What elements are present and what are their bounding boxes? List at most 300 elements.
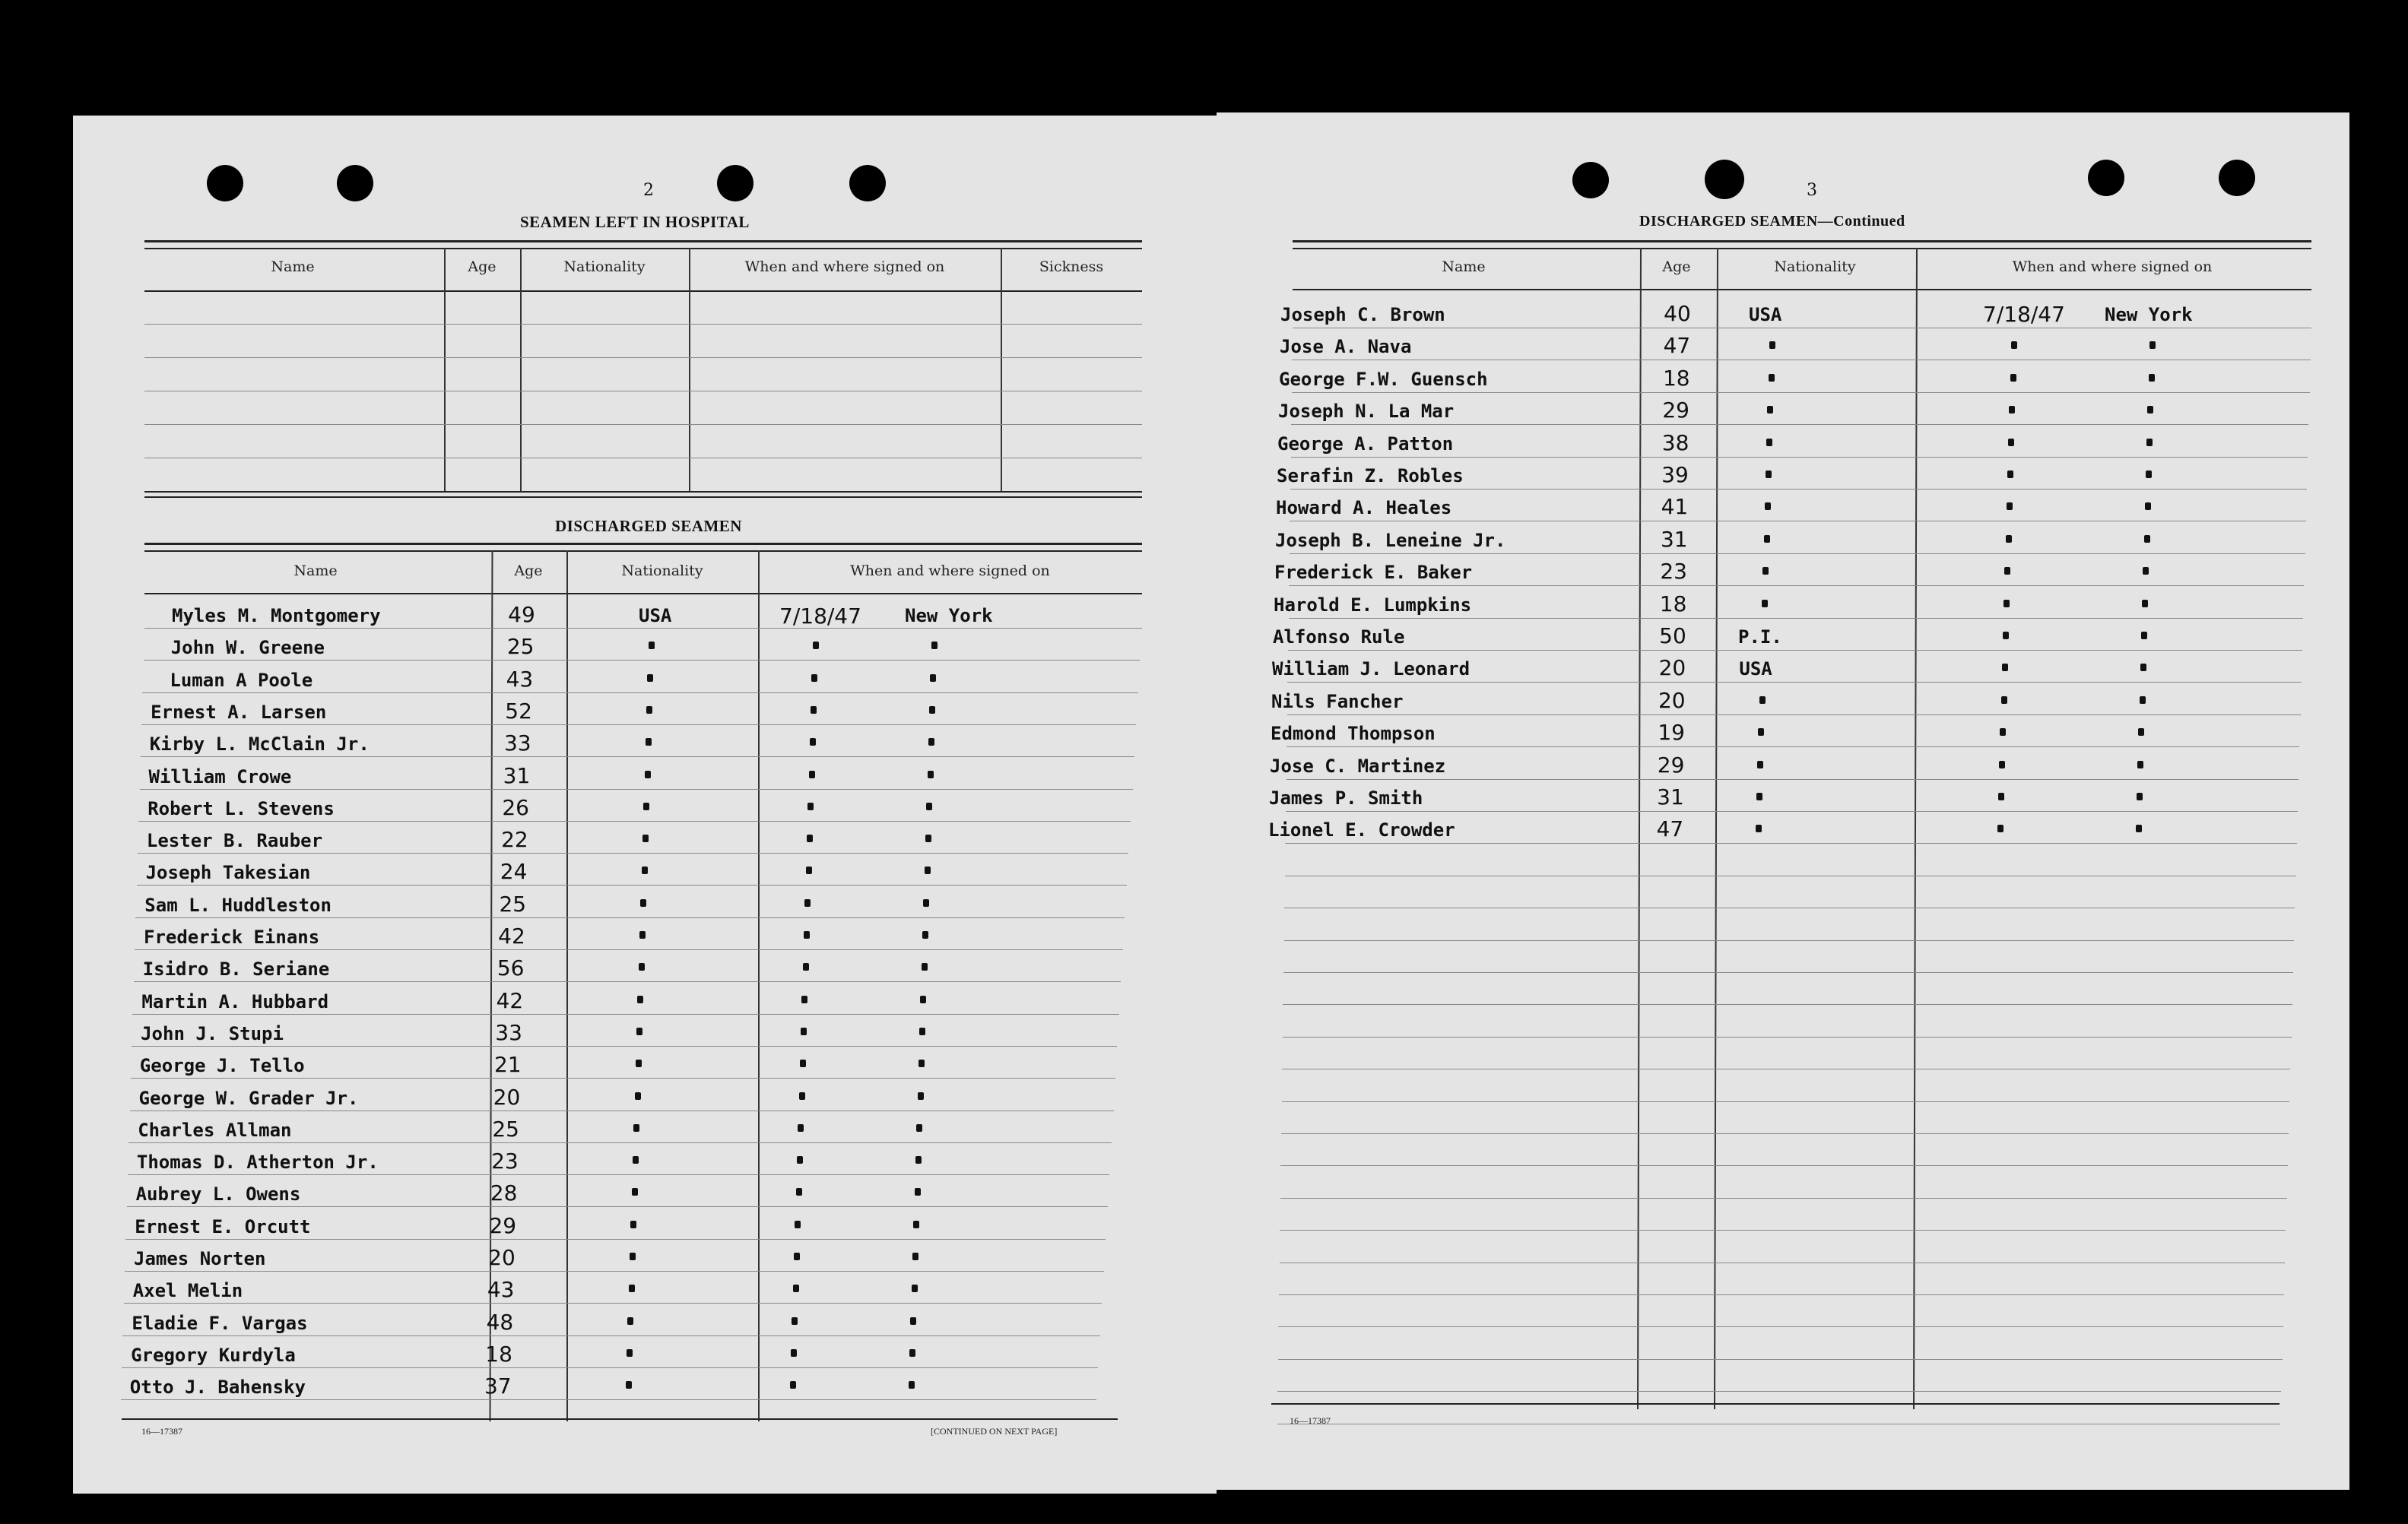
row-line: [1283, 1004, 2292, 1005]
ditto-mark: [922, 963, 928, 971]
ditto-mark: [630, 1253, 636, 1260]
seaman-name: Edmond Thompson: [1271, 723, 1436, 745]
col-line: [758, 550, 760, 1421]
col-line: [1001, 248, 1002, 493]
ditto-mark: [1997, 825, 2003, 832]
seaman-name: Luman A Poole: [170, 669, 313, 691]
ditto-mark: [2145, 502, 2151, 510]
ditto-mark: [922, 931, 928, 939]
ditto-mark: [813, 642, 819, 649]
ditto-mark: [639, 931, 646, 939]
nationality-value: USA: [639, 605, 672, 626]
ditto-mark: [916, 1124, 922, 1132]
seaman-age: 20: [493, 1084, 521, 1110]
ditto-mark: [791, 1349, 797, 1357]
ditto-mark: [1765, 502, 1771, 510]
seaman-name: George W. Grader Jr.: [138, 1087, 359, 1109]
ditto-mark: [1998, 793, 2004, 800]
row-line: [125, 1239, 1106, 1240]
row-line: [144, 324, 1142, 325]
punch-hole: [849, 165, 886, 201]
punch-hole: [207, 165, 243, 201]
right-header-name: Name: [1442, 258, 1486, 275]
ditto-mark: [637, 996, 643, 1003]
seaman-age: 19: [1658, 720, 1685, 746]
seaman-age: 29: [1662, 398, 1689, 423]
ditto-mark: [915, 1156, 922, 1164]
signed-on-place: New York: [905, 605, 993, 626]
signed-on-date: 7/18/47: [779, 604, 861, 629]
ditto-mark: [2007, 471, 2013, 478]
seaman-age: 20: [1658, 655, 1686, 681]
seaman-name: Martin A. Hubbard: [141, 990, 329, 1012]
row-line: [128, 1142, 1112, 1143]
row-line: [144, 357, 1142, 358]
rule: [1293, 240, 2311, 242]
seaman-name: Howard A. Heales: [1276, 497, 1452, 519]
discharged-continued-title: [1639, 213, 1905, 230]
row-line: [1288, 650, 2302, 651]
ditto-mark: [925, 835, 931, 842]
seaman-name: George A. Patton: [1277, 432, 1454, 455]
ditto-mark: [804, 899, 811, 907]
discharged-header-name: Name: [293, 562, 338, 579]
seaman-age: 41: [1661, 494, 1689, 520]
discharged-header-nationality: Nationality: [621, 562, 703, 579]
ditto-mark: [630, 1221, 636, 1228]
seaman-age: 31: [1660, 526, 1688, 552]
ditto-mark: [633, 1124, 639, 1132]
seaman-name: Gregory Kurdyla: [131, 1344, 296, 1366]
row-line: [132, 1014, 1119, 1015]
seaman-name: William J. Leonard: [1272, 658, 1470, 680]
ditto-mark: [923, 899, 929, 907]
ditto-mark: [632, 1188, 638, 1196]
ditto-mark: [912, 1285, 918, 1292]
ditto-mark: [1757, 761, 1763, 768]
row-line: [125, 1271, 1104, 1272]
seaman-age: 37: [484, 1374, 512, 1399]
ditto-mark: [920, 996, 926, 1003]
ditto-mark: [2142, 600, 2148, 607]
col-line: [689, 248, 690, 493]
ditto-mark: [2009, 406, 2015, 413]
seaman-name: Sam L. Huddleston: [144, 894, 332, 916]
seaman-age: 52: [505, 698, 532, 724]
hospital-header-sickness: Sickness: [1039, 258, 1104, 275]
discharged-header-age: Age: [514, 562, 543, 579]
row-line: [141, 756, 1134, 757]
seaman-age: 31: [1657, 784, 1684, 810]
row-line: [1292, 392, 2310, 393]
continued-note: [CONTINUED ON NEXT PAGE]: [931, 1426, 1058, 1437]
seaman-name: Isidro B. Seriane: [142, 958, 330, 981]
ditto-mark: [810, 738, 816, 746]
ditto-mark: [912, 1253, 918, 1260]
ditto-mark: [646, 706, 652, 714]
seaman-age: 23: [491, 1149, 519, 1174]
ditto-mark: [2002, 664, 2008, 671]
rule: [122, 1418, 1118, 1420]
ditto-mark: [643, 803, 649, 810]
ditto-mark: [795, 1221, 801, 1228]
seaman-name: Robert L. Stevens: [148, 797, 335, 819]
punch-hole: [1572, 162, 1609, 198]
seaman-name: George F.W. Guensch: [1279, 368, 1488, 390]
ditto-mark: [811, 706, 817, 714]
seaman-age: 47: [1663, 333, 1691, 359]
row-line: [122, 1367, 1098, 1368]
seaman-age: 47: [1656, 816, 1684, 842]
seaman-age: 33: [503, 730, 531, 756]
seaman-name: Aubrey L. Owens: [135, 1183, 301, 1206]
ditto-mark: [794, 1253, 800, 1260]
discharged-header-signed-on: When and where signed on: [850, 562, 1050, 579]
rule: [144, 593, 1142, 594]
ditto-mark: [1999, 761, 2005, 768]
ditto-mark: [2141, 632, 2147, 639]
row-line: [1277, 1391, 2281, 1392]
page-number: 2: [643, 181, 654, 200]
ditto-mark: [798, 1124, 804, 1132]
ditto-mark: [2011, 341, 2017, 349]
ditto-mark: [811, 674, 817, 682]
seaman-age: 43: [487, 1277, 515, 1303]
ditto-mark: [1759, 696, 1766, 704]
row-line: [124, 1303, 1102, 1304]
seaman-name: Jose C. Martinez: [1270, 755, 1446, 777]
signed-on-place: New York: [2105, 304, 2193, 325]
seaman-name: Harold E. Lumpkins: [1274, 594, 1472, 616]
seaman-name: Joseph Takesian: [145, 862, 311, 884]
ditto-mark: [1764, 535, 1770, 543]
nationality-value: USA: [1749, 304, 1782, 325]
hospital-header-signed-on: When and where signed on: [744, 258, 945, 275]
ditto-mark: [647, 674, 653, 682]
ditto-mark: [790, 1381, 796, 1389]
row-line: [138, 821, 1131, 822]
row-line: [137, 885, 1127, 886]
punch-hole: [2088, 160, 2124, 196]
ditto-mark: [792, 1317, 798, 1325]
ditto-mark: [636, 1060, 642, 1067]
ditto-mark: [1769, 374, 1775, 382]
ditto-mark: [2147, 406, 2153, 413]
row-line: [132, 1046, 1117, 1047]
seaman-age: 18: [485, 1341, 512, 1367]
ditto-mark: [793, 1285, 799, 1292]
seaman-name: Otto J. Bahensky: [129, 1377, 306, 1399]
seaman-name: William Crowe: [148, 765, 292, 787]
row-line: [122, 1335, 1100, 1336]
seaman-age: 25: [499, 891, 527, 917]
seaman-age: 25: [506, 634, 535, 660]
ditto-mark: [645, 771, 651, 778]
ditto-mark: [1756, 825, 1762, 832]
ditto-mark: [2006, 535, 2012, 543]
ditto-mark: [801, 996, 807, 1003]
ditto-mark: [1756, 793, 1762, 800]
ditto-mark: [800, 1060, 806, 1067]
ditto-mark: [915, 1188, 921, 1196]
row-line: [1287, 714, 2301, 715]
rule: [144, 550, 1142, 552]
row-line: [1286, 746, 2299, 747]
rule: [1271, 1403, 2280, 1405]
row-line: [142, 692, 1138, 693]
ditto-mark: [1767, 406, 1773, 413]
row-line: [134, 981, 1122, 982]
row-line: [1279, 1294, 2284, 1295]
seaman-name: John W. Greene: [170, 637, 325, 659]
seaman-age: 38: [1661, 429, 1689, 455]
ditto-mark: [639, 963, 645, 971]
row-line: [1284, 940, 2295, 941]
seaman-age: 28: [490, 1180, 518, 1206]
ditto-mark: [2140, 664, 2146, 671]
ditto-mark: [1762, 600, 1768, 607]
ditto-mark: [646, 738, 652, 746]
seaman-age: 29: [489, 1212, 517, 1238]
hospital-header-age: Age: [468, 258, 497, 275]
row-line: [135, 949, 1123, 950]
rule: [1293, 248, 2311, 249]
ditto-mark: [913, 1221, 919, 1228]
row-line: [1289, 618, 2304, 619]
ditto-mark: [2146, 471, 2152, 478]
hospital-header-name: Name: [271, 258, 315, 275]
ditto-mark: [2003, 600, 2010, 607]
rule: [144, 240, 1142, 242]
rule: [1293, 289, 2311, 290]
ditto-mark: [1766, 439, 1772, 446]
seaman-age: 42: [498, 924, 525, 949]
ditto-mark: [807, 803, 814, 810]
ditto-mark: [2149, 374, 2155, 382]
ditto-mark: [626, 1381, 632, 1389]
ditto-mark: [925, 867, 931, 874]
ditto-mark: [629, 1285, 635, 1292]
ditto-mark: [649, 642, 655, 649]
ditto-mark: [926, 803, 932, 810]
rule: [144, 496, 1142, 498]
row-line: [141, 724, 1136, 725]
seaman-age: 56: [497, 955, 525, 981]
ditto-mark: [928, 771, 934, 778]
row-line: [127, 1206, 1108, 1207]
row-line: [121, 1399, 1096, 1400]
ditto-mark: [2149, 341, 2156, 349]
ditto-mark: [1769, 341, 1775, 349]
ditto-mark: [636, 1028, 642, 1035]
ditto-mark: [929, 706, 935, 714]
ditto-mark: [909, 1349, 915, 1357]
seaman-name: Charles Allman: [138, 1119, 292, 1141]
ditto-mark: [909, 1381, 915, 1389]
ditto-mark: [635, 1092, 641, 1100]
page-number: 3: [1807, 181, 1817, 200]
row-line: [1283, 972, 2293, 973]
seaman-name: Serafin Z. Robles: [1277, 465, 1464, 486]
row-line: [1290, 553, 2305, 554]
seaman-age: 22: [501, 827, 528, 853]
row-line: [131, 1078, 1115, 1079]
seaman-age: 20: [1658, 687, 1686, 713]
seaman-age: 24: [500, 859, 528, 885]
row-line: [1281, 1133, 2289, 1134]
ditto-mark: [2003, 632, 2009, 639]
row-line: [1278, 1326, 2283, 1327]
row-line: [1280, 1198, 2287, 1199]
seaman-name: James Norten: [134, 1248, 266, 1269]
seaman-age: 31: [503, 762, 531, 788]
ditto-mark: [1766, 471, 1772, 478]
row-line: [1280, 1230, 2286, 1231]
ditto-mark: [2138, 728, 2144, 736]
ditto-mark: [919, 1028, 925, 1035]
rule: [144, 543, 1142, 545]
ditto-mark: [928, 738, 934, 746]
ditto-mark: [2137, 761, 2143, 768]
right-header-signed-on: When and where signed on: [2012, 258, 2213, 275]
ditto-mark: [1762, 567, 1769, 575]
rule: [144, 491, 1142, 493]
form-number: 16—17387: [1290, 1415, 1331, 1426]
ditto-mark: [918, 1060, 925, 1067]
seaman-age: 43: [506, 666, 534, 692]
ditto-mark: [640, 899, 646, 907]
ditto-mark: [804, 931, 810, 939]
ditto-mark: [2136, 825, 2142, 832]
ditto-mark: [627, 1317, 633, 1325]
row-line: [1280, 1165, 2287, 1166]
ditto-mark: [2000, 728, 2006, 736]
row-line: [138, 853, 1129, 854]
seaman-name: Lester B. Rauber: [146, 830, 323, 852]
form-number: 16—17387: [141, 1426, 182, 1437]
rule: [144, 290, 1142, 292]
ditto-mark: [2007, 502, 2013, 510]
seaman-age: 18: [1662, 365, 1690, 391]
seaman-name: Lionel E. Crowder: [1268, 819, 1455, 841]
ditto-mark: [809, 771, 815, 778]
seaman-name: Ernest E. Orcutt: [135, 1215, 311, 1237]
punch-hole: [717, 165, 753, 201]
row-line: [140, 789, 1133, 790]
row-line: [1285, 843, 2296, 844]
ditto-mark: [2144, 535, 2150, 543]
seaman-age: 48: [486, 1309, 514, 1335]
ditto-mark: [803, 963, 809, 971]
seaman-name: Myles M. Montgomery: [172, 605, 381, 626]
seaman-name: Kirby L. McClain Jr.: [149, 733, 370, 756]
seaman-age: 20: [488, 1245, 516, 1270]
seaman-name: John J. Stupi: [141, 1022, 284, 1044]
seaman-name: James P. Smith: [1269, 787, 1423, 809]
row-line: [1282, 1101, 2290, 1102]
rule: [144, 248, 1142, 249]
row-line: [1283, 1037, 2292, 1038]
seaman-age: 40: [1664, 301, 1691, 326]
punch-hole: [337, 165, 373, 201]
row-line: [128, 1174, 1110, 1175]
seaman-age: 23: [1660, 559, 1687, 585]
ditto-mark: [2010, 374, 2016, 382]
ditto-mark: [1758, 728, 1764, 736]
ditto-mark: [797, 1156, 803, 1164]
ditto-mark: [2140, 696, 2146, 704]
seaman-age: 29: [1657, 752, 1685, 778]
ditto-mark: [801, 1028, 807, 1035]
seaman-age: 21: [493, 1052, 522, 1078]
seaman-age: 50: [1659, 623, 1686, 648]
ditto-mark: [2008, 439, 2014, 446]
ditto-mark: [918, 1092, 924, 1100]
discharged-section-title: DISCHARGED SEAMEN: [555, 517, 742, 535]
row-line: [1289, 585, 2304, 586]
seaman-name: Thomas D. Atherton Jr.: [136, 1152, 379, 1174]
row-line: [1291, 424, 2308, 425]
row-line: [144, 628, 1142, 629]
right-header-age: Age: [1662, 258, 1691, 275]
seaman-name: George J. Tello: [139, 1055, 305, 1077]
seaman-name: Joseph N. La Mar: [1278, 401, 1455, 423]
row-line: [144, 424, 1142, 425]
ditto-mark: [807, 835, 813, 842]
row-line: [1286, 779, 2299, 780]
seaman-name: Axel Melin: [132, 1280, 243, 1302]
seaman-name: Nils Fancher: [1271, 690, 1404, 712]
row-line: [1291, 457, 2308, 458]
ditto-mark: [2146, 439, 2153, 446]
punch-hole: [2219, 160, 2255, 196]
row-line: [1287, 682, 2301, 683]
seaman-name: Eladie F. Vargas: [132, 1312, 308, 1334]
right-header-nationality: Nationality: [1774, 258, 1856, 275]
ditto-mark: [806, 867, 812, 874]
hospital-section-title: SEAMEN LEFT IN HOSPITAL: [520, 213, 750, 231]
row-line: [1278, 1359, 2283, 1360]
seaman-age: 39: [1661, 462, 1689, 487]
col-line: [566, 550, 568, 1421]
seaman-name: Frederick E. Baker: [1274, 562, 1473, 584]
seaman-age: 18: [1659, 591, 1687, 616]
seaman-name: Ernest A. Larsen: [151, 701, 327, 723]
row-line: [1286, 811, 2298, 812]
row-line: [1290, 489, 2307, 490]
seaman-name: Alfonso Rule: [1273, 626, 1405, 648]
nationality-value: USA: [1739, 658, 1772, 680]
ditto-mark: [627, 1349, 633, 1357]
ditto-mark: [796, 1188, 802, 1196]
seaman-age: 42: [496, 987, 524, 1013]
col-line: [444, 248, 446, 493]
seaman-name: Jose A. Nava: [1280, 336, 1412, 358]
ditto-mark: [910, 1317, 916, 1325]
ditto-mark: [930, 674, 936, 682]
row-line: [144, 660, 1141, 661]
nationality-value: P.I.: [1738, 626, 1782, 648]
signed-on-date: 7/18/47: [1983, 302, 2065, 327]
seaman-age: 25: [492, 1116, 519, 1142]
col-line: [520, 248, 522, 493]
row-line: [135, 917, 1125, 918]
ditto-mark: [642, 867, 648, 874]
seaman-age: 49: [508, 602, 535, 627]
ditto-mark: [2137, 793, 2143, 800]
hospital-header-nationality: Nationality: [563, 258, 646, 275]
ditto-mark: [2143, 567, 2149, 575]
